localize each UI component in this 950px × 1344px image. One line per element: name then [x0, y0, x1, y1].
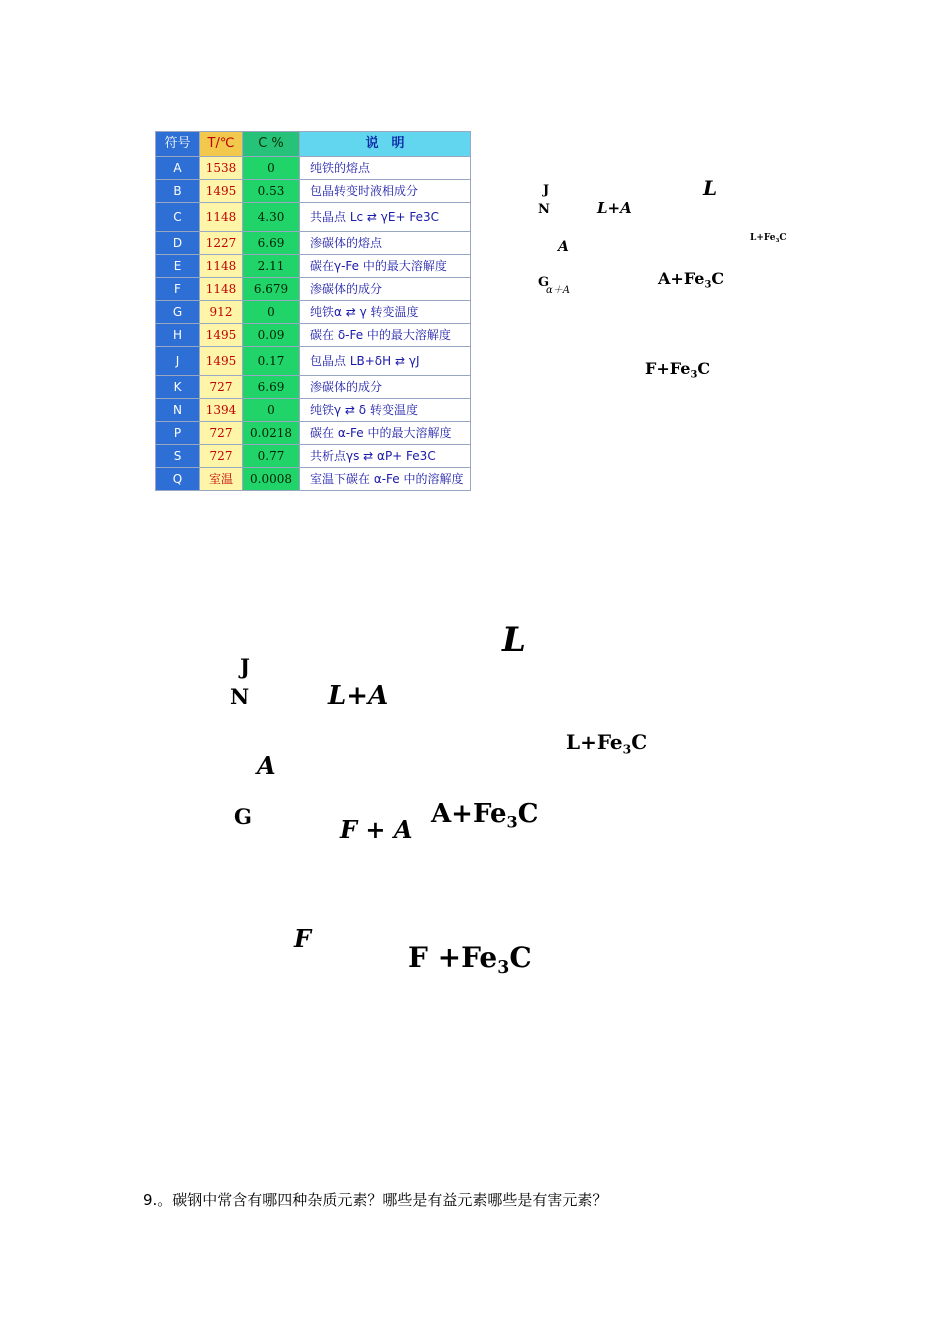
table-row	[156, 255, 471, 278]
cell-description: 渗碳体的成分	[300, 278, 471, 301]
small-label-g: G	[538, 275, 550, 290]
header-temperature: T/℃	[200, 132, 243, 157]
large-label-f-a: F + A	[340, 815, 413, 844]
cell-description: 碳在 α-Fe 中的最大溶解度	[300, 422, 471, 445]
small-label-l: L	[703, 176, 718, 200]
cell-description: 纯铁γ ⇄ δ 转变温度	[300, 399, 471, 422]
table-row	[156, 203, 471, 232]
cell-carbon: 0.77	[243, 445, 300, 468]
cell-symbol: P	[156, 422, 200, 445]
cell-carbon: 0.0008	[243, 468, 300, 491]
cell-temperature: 1495	[200, 324, 243, 347]
cell-description: 纯铁α ⇄ γ 转变温度	[300, 301, 471, 324]
cell-temperature: 727	[200, 445, 243, 468]
table-row	[156, 180, 471, 203]
cell-temperature: 727	[200, 376, 243, 399]
table-header-row	[156, 132, 471, 157]
cell-temperature: 1495	[200, 180, 243, 203]
small-label-a-fe3c: $A+Fe_3C$	[658, 269, 725, 291]
large-label-n: N	[230, 684, 250, 709]
small-label-l-fe3c: $L+Fe_3C$	[750, 233, 787, 244]
cell-carbon: 0.17	[243, 347, 300, 376]
cell-symbol: K	[156, 376, 200, 399]
cell-description: 室温下碳在 α-Fe 中的溶解度	[300, 468, 471, 491]
table-row	[156, 278, 471, 301]
table-row	[156, 157, 471, 180]
cell-symbol: G	[156, 301, 200, 324]
cell-symbol: D	[156, 232, 200, 255]
header-description: 说 明	[300, 132, 471, 157]
large-label-f: F	[294, 924, 312, 953]
header-carbon: C %	[243, 132, 300, 157]
cell-carbon: 0	[243, 399, 300, 422]
large-label-f-fe3c: $F +Fe_3C$	[408, 941, 532, 979]
cell-carbon: 0.09	[243, 324, 300, 347]
table-row	[156, 468, 471, 491]
cell-carbon: 0	[243, 301, 300, 324]
small-label-l-a: L+A	[597, 199, 632, 217]
cell-temperature: 912	[200, 301, 243, 324]
question-9: 9.。碳钢中常含有哪四种杂质元素？哪些是有益元素哪些是有害元素？	[143, 1191, 608, 1209]
large-label-a-fe3c: $A+Fe_3C$	[431, 799, 539, 832]
cell-description: 包晶转变时液相成分	[300, 180, 471, 203]
cell-temperature: 1394	[200, 399, 243, 422]
cell-symbol: N	[156, 399, 200, 422]
cell-symbol: A	[156, 157, 200, 180]
cell-description: 碳在 δ-Fe 中的最大溶解度	[300, 324, 471, 347]
cell-symbol: H	[156, 324, 200, 347]
cell-symbol: C	[156, 203, 200, 232]
cell-temperature: 1538	[200, 157, 243, 180]
table-row	[156, 324, 471, 347]
cell-description: 碳在γ-Fe 中的最大溶解度	[300, 255, 471, 278]
large-label-l: L	[502, 620, 526, 660]
cell-description: 纯铁的熔点	[300, 157, 471, 180]
small-label-alpha-a: α＋A	[546, 285, 570, 296]
cell-temperature: 1227	[200, 232, 243, 255]
small-label-n: N	[538, 202, 550, 217]
cell-description: 渗碳体的成分	[300, 376, 471, 399]
table-row	[156, 232, 471, 255]
cell-carbon: 6.69	[243, 376, 300, 399]
cell-carbon: 2.11	[243, 255, 300, 278]
small-label-a: A	[558, 239, 569, 255]
cell-carbon: 0.53	[243, 180, 300, 203]
table-row	[156, 422, 471, 445]
table-row	[156, 399, 471, 422]
large-label-a: A	[257, 751, 276, 780]
cell-symbol: E	[156, 255, 200, 278]
cell-symbol: S	[156, 445, 200, 468]
cell-description: 渗碳体的熔点	[300, 232, 471, 255]
cell-temperature: 1495	[200, 347, 243, 376]
small-label-f-fe3c: $F+Fe_3C$	[645, 359, 711, 381]
table-row	[156, 301, 471, 324]
small-label-j: J	[543, 183, 550, 198]
large-label-l-a: L+A	[328, 681, 389, 711]
cell-symbol: F	[156, 278, 200, 301]
large-label-j: J	[240, 654, 250, 679]
cell-carbon: 4.30	[243, 203, 300, 232]
table-row	[156, 376, 471, 399]
cell-description: 共晶点 Lc ⇄ γE+ Fe3C	[300, 203, 471, 232]
large-label-g: G	[234, 804, 252, 829]
cell-temperature: 1148	[200, 278, 243, 301]
cell-carbon: 6.69	[243, 232, 300, 255]
cell-temperature: 1148	[200, 203, 243, 232]
header-symbol: 符号	[156, 132, 200, 157]
large-label-l-fe3c: $L+Fe_3C$	[566, 730, 648, 757]
cell-carbon: 0	[243, 157, 300, 180]
cell-carbon: 0.0218	[243, 422, 300, 445]
cell-symbol: B	[156, 180, 200, 203]
cell-symbol: J	[156, 347, 200, 376]
table-row	[156, 445, 471, 468]
cell-description: 共析点γs ⇄ αP+ Fe3C	[300, 445, 471, 468]
cell-temperature: 室温	[200, 468, 243, 491]
cell-symbol: Q	[156, 468, 200, 491]
cell-temperature: 1148	[200, 255, 243, 278]
iron-carbon-points-table	[155, 131, 471, 491]
cell-description: 包晶点 LB+δH ⇄ γJ	[300, 347, 471, 376]
cell-carbon: 6.679	[243, 278, 300, 301]
table-row	[156, 347, 471, 376]
cell-temperature: 727	[200, 422, 243, 445]
